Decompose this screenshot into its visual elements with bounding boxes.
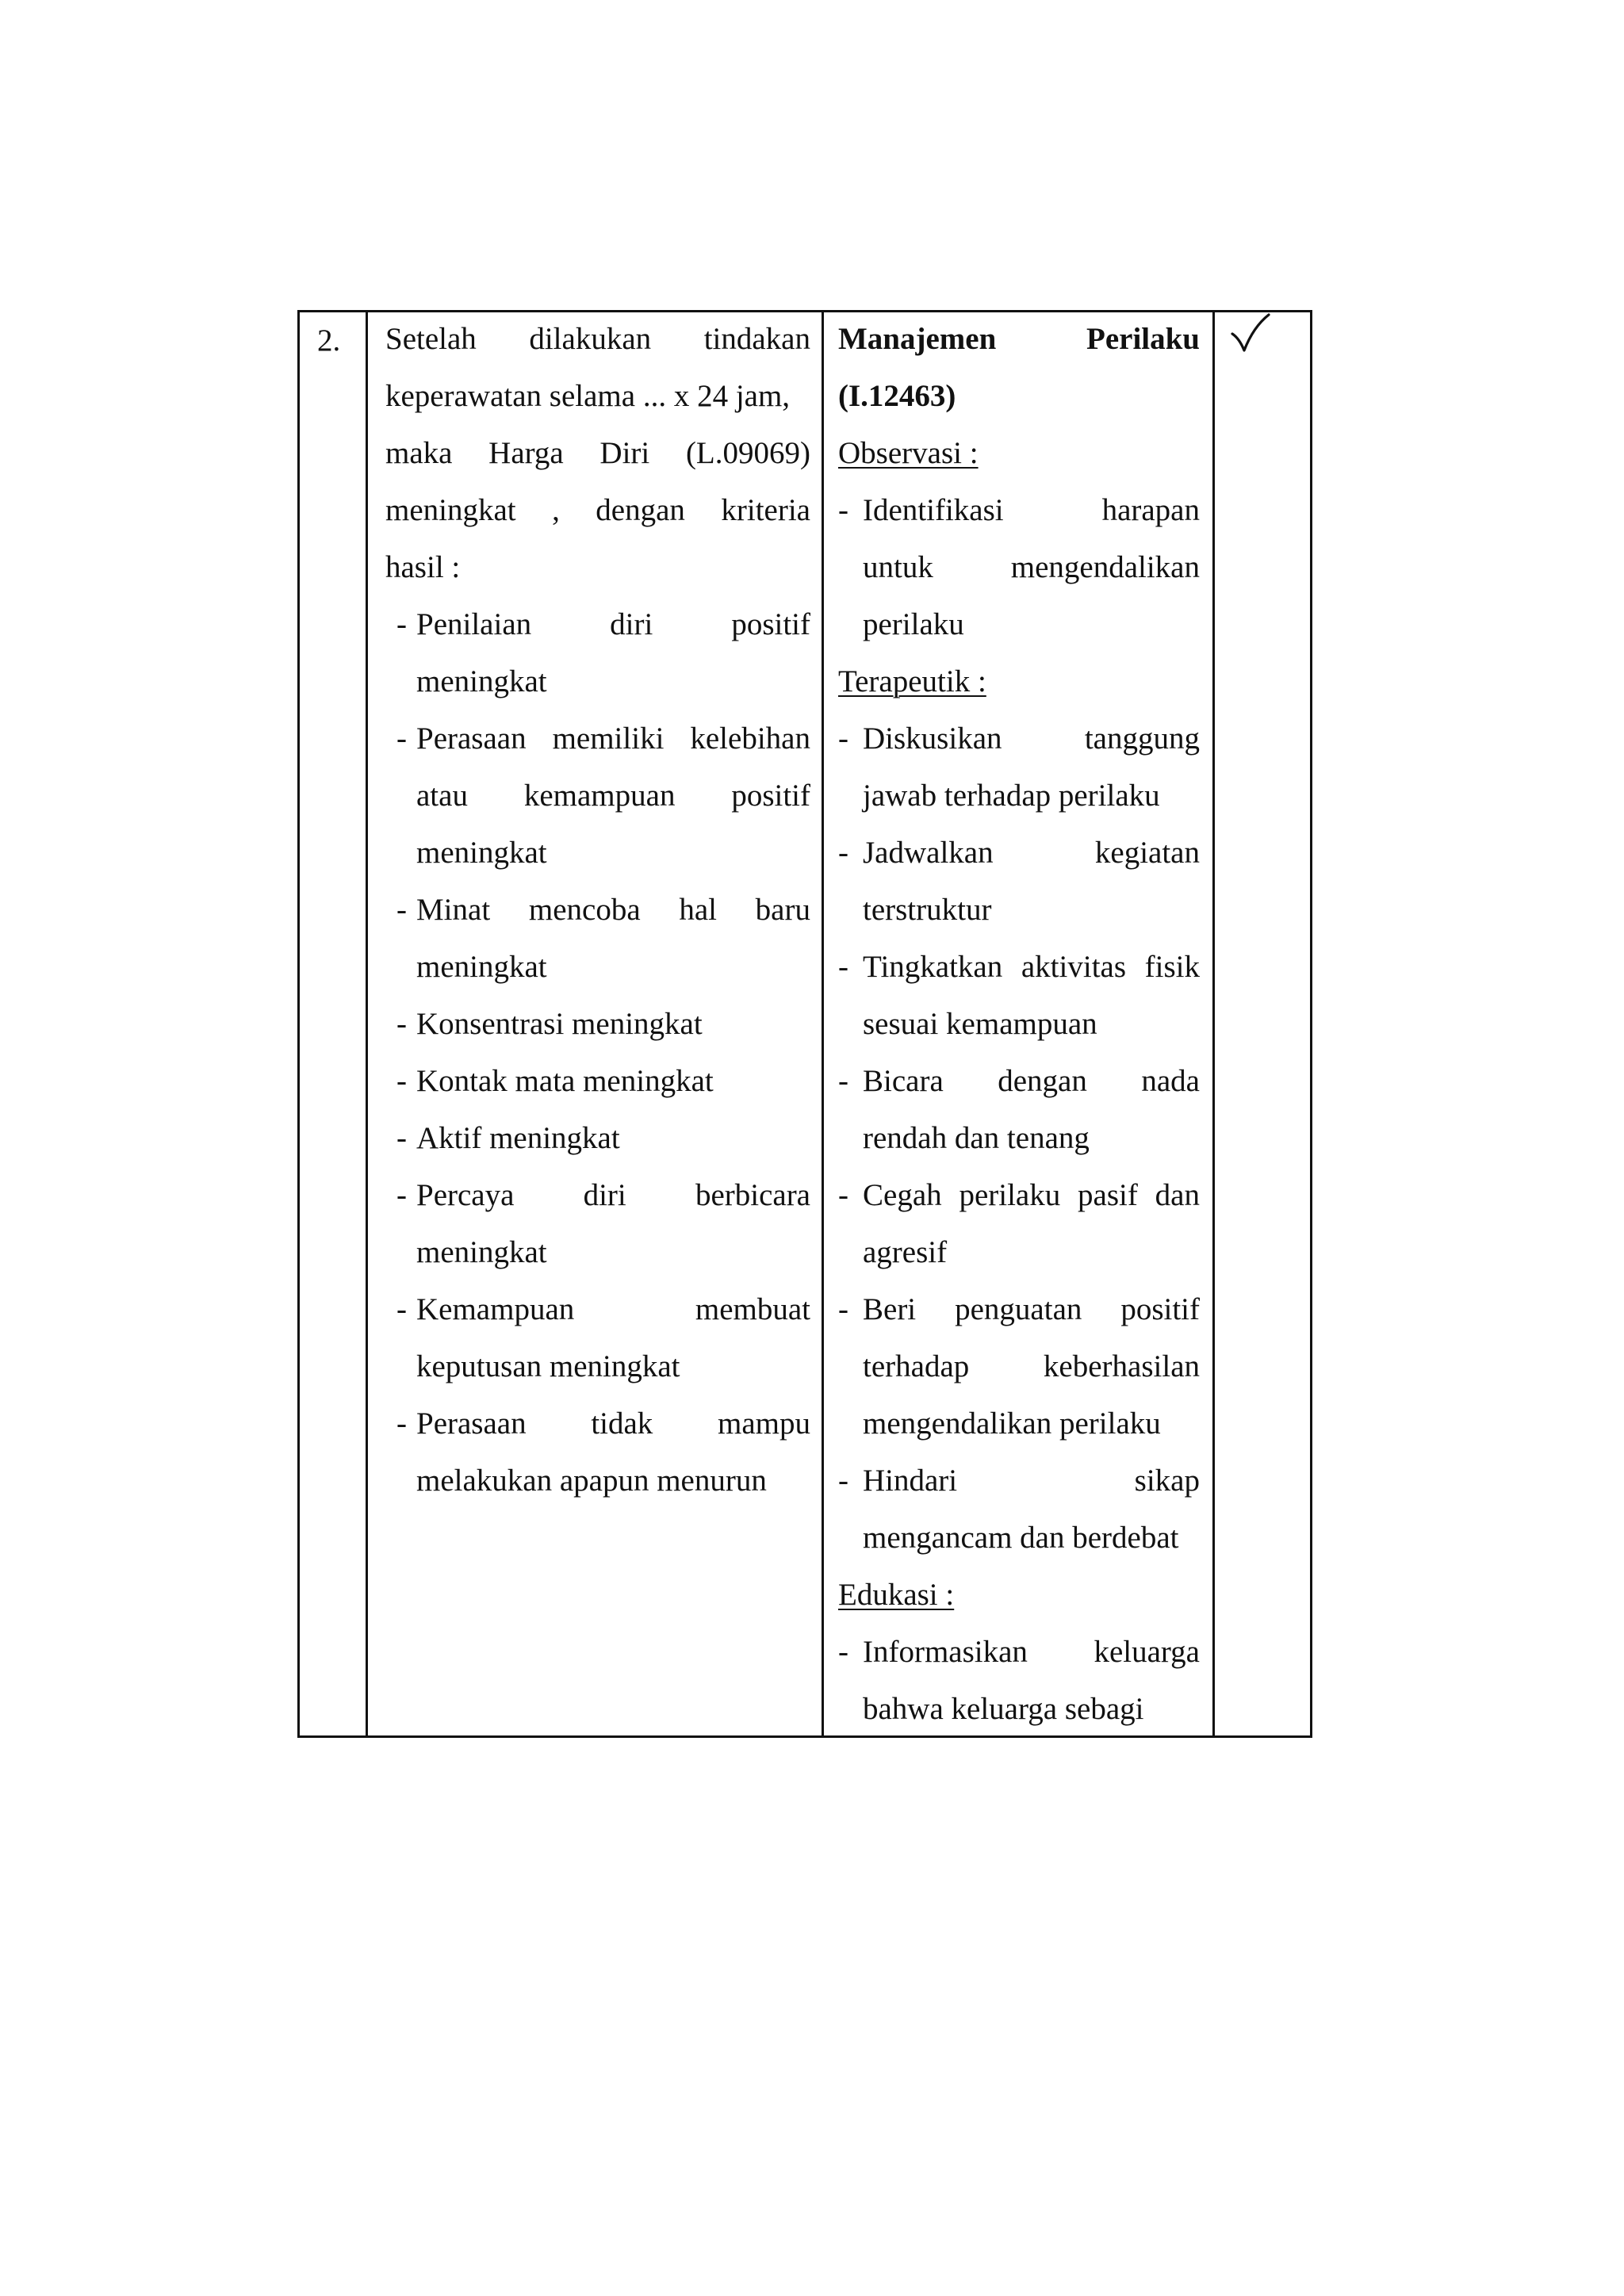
word: jawab terhadap perilaku bbox=[863, 779, 1160, 813]
word: - Diskusikan bbox=[863, 721, 1002, 756]
criteria-line bbox=[385, 596, 810, 653]
word: aktivitas bbox=[1021, 950, 1127, 984]
word: Konsentrasi meningkat bbox=[416, 1007, 703, 1041]
word: fisik bbox=[1144, 950, 1200, 984]
number-column bbox=[300, 312, 368, 1735]
word: harapan bbox=[1101, 493, 1200, 527]
word: kelebihan bbox=[690, 721, 810, 756]
word: melakukan apapun menurun bbox=[416, 1464, 767, 1498]
word: - Perasaan bbox=[416, 1406, 527, 1441]
word: Manajemen bbox=[838, 322, 997, 356]
goal-intro-line bbox=[385, 311, 810, 368]
intervention-item-line bbox=[838, 1224, 1200, 1281]
word: penguatan bbox=[955, 1292, 1082, 1326]
word: mampu bbox=[718, 1406, 810, 1441]
word: bahwa keluarga sebagi bbox=[863, 1692, 1144, 1726]
checkmark-icon bbox=[1229, 312, 1270, 354]
word: pasif bbox=[1078, 1178, 1138, 1212]
word: diri bbox=[583, 1178, 626, 1212]
word: tidak bbox=[591, 1406, 653, 1441]
word: perilaku bbox=[863, 607, 964, 641]
word: meningkat bbox=[416, 664, 547, 698]
word: dan bbox=[1155, 1178, 1200, 1212]
word: - Cegah bbox=[863, 1178, 942, 1212]
word: keberhasilan bbox=[1043, 1349, 1200, 1383]
word: maka bbox=[385, 436, 453, 470]
intervention-title-line bbox=[838, 368, 1200, 425]
word: nada bbox=[1141, 1064, 1200, 1098]
criteria-line bbox=[385, 1395, 810, 1452]
intervention-item-line bbox=[838, 1167, 1200, 1224]
word: sikap bbox=[1134, 1464, 1200, 1498]
word: keluarga bbox=[1094, 1635, 1200, 1669]
criteria-line bbox=[385, 1224, 810, 1281]
criteria-line bbox=[385, 939, 810, 996]
section-heading-text: Edukasi : bbox=[838, 1578, 955, 1612]
intervention-item-line bbox=[838, 1624, 1200, 1681]
word: membuat bbox=[695, 1292, 810, 1326]
intervention-item-line bbox=[838, 1110, 1200, 1167]
word: untuk bbox=[863, 550, 933, 584]
section-heading-text: Terapeutik : bbox=[838, 664, 986, 698]
intervention-item-line bbox=[838, 996, 1200, 1053]
word: - Informasikan bbox=[863, 1635, 1028, 1669]
word: - Bicara bbox=[863, 1064, 944, 1098]
intervention-text bbox=[838, 311, 1200, 1738]
intervention-item-line bbox=[838, 539, 1200, 596]
intervention-item-line bbox=[838, 482, 1200, 539]
word: kriteria bbox=[721, 493, 810, 527]
intervention-item-line bbox=[838, 825, 1200, 882]
word: rendah dan tenang bbox=[863, 1121, 1090, 1155]
word: positif bbox=[731, 779, 810, 813]
word: (I.12463) bbox=[838, 379, 956, 413]
word: mengendalikan bbox=[1010, 550, 1200, 584]
word: Harga bbox=[488, 436, 564, 470]
word: atau bbox=[416, 779, 468, 813]
criteria-line bbox=[385, 767, 810, 825]
word: sesuai kemampuan bbox=[863, 1007, 1097, 1041]
word: - Minat bbox=[416, 893, 491, 927]
word: dengan bbox=[596, 493, 685, 527]
word: meningkat bbox=[416, 1235, 547, 1269]
word: meningkat bbox=[416, 950, 547, 984]
criteria-line bbox=[385, 710, 810, 767]
word: diri bbox=[610, 607, 653, 641]
check-column bbox=[1215, 312, 1310, 1735]
criteria-line bbox=[385, 882, 810, 939]
intervention-item-line bbox=[838, 1281, 1200, 1338]
goal-intro-line bbox=[385, 368, 810, 425]
word: - Percaya bbox=[416, 1178, 515, 1212]
word: baru bbox=[755, 893, 810, 927]
word: perilaku bbox=[959, 1178, 1061, 1212]
word: mengancam dan berdebat bbox=[863, 1521, 1179, 1555]
word: kegiatan bbox=[1094, 836, 1200, 870]
word: kemampuan bbox=[523, 779, 676, 813]
criteria-line bbox=[385, 1053, 810, 1110]
word: Diri bbox=[599, 436, 650, 470]
word: - Perasaan bbox=[416, 721, 527, 756]
word: meningkat bbox=[416, 836, 547, 870]
criteria-line bbox=[385, 653, 810, 710]
intervention-title-line bbox=[838, 311, 1200, 368]
goal-intro-line bbox=[385, 425, 810, 482]
goal-intro-line bbox=[385, 482, 810, 539]
section-heading bbox=[838, 425, 1200, 482]
word: dengan bbox=[998, 1064, 1087, 1098]
criteria-line bbox=[385, 996, 810, 1053]
criteria-line bbox=[385, 1167, 810, 1224]
word: berbicara bbox=[695, 1178, 810, 1212]
word: tindakan bbox=[703, 322, 810, 356]
word: mengendalikan perilaku bbox=[863, 1406, 1161, 1441]
word: Aktif meningkat bbox=[416, 1121, 620, 1155]
intervention-item-line bbox=[838, 1452, 1200, 1510]
section-heading-text: Observasi : bbox=[838, 436, 979, 470]
intervention-item-line bbox=[838, 1681, 1200, 1738]
goal-column bbox=[368, 312, 824, 1735]
word: , bbox=[552, 493, 560, 527]
word: positif bbox=[731, 607, 810, 641]
word: - Kemampuan bbox=[416, 1292, 575, 1326]
section-heading bbox=[838, 1567, 1200, 1624]
word: Perilaku bbox=[1086, 322, 1200, 356]
intervention-item-line bbox=[838, 1395, 1200, 1452]
word: - Hindari bbox=[863, 1464, 958, 1498]
criteria-line bbox=[385, 1338, 810, 1395]
intervention-item-line bbox=[838, 1338, 1200, 1395]
intervention-item-line bbox=[838, 767, 1200, 825]
intervention-item-line bbox=[838, 1053, 1200, 1110]
word: tanggung bbox=[1084, 721, 1200, 756]
word: (L.09069) bbox=[685, 436, 810, 470]
word: dilakukan bbox=[529, 322, 652, 356]
intervention-item-line bbox=[838, 882, 1200, 939]
word: hasil : bbox=[385, 550, 461, 584]
word: - Jadwalkan bbox=[863, 836, 994, 870]
criteria-line bbox=[385, 1110, 810, 1167]
word: positif bbox=[1120, 1292, 1200, 1326]
word: mencoba bbox=[528, 893, 641, 927]
word: keputusan meningkat bbox=[416, 1349, 680, 1383]
word: Kontak mata meningkat bbox=[416, 1064, 714, 1098]
word: hal bbox=[679, 893, 717, 927]
word: memiliki bbox=[552, 721, 665, 756]
intervention-item-line bbox=[838, 1510, 1200, 1567]
goal-text bbox=[385, 311, 810, 1510]
criteria-line bbox=[385, 1281, 810, 1338]
section-heading bbox=[838, 653, 1200, 710]
intervention-item-line bbox=[838, 939, 1200, 996]
row-number: 2. bbox=[317, 323, 341, 358]
word: agresif bbox=[863, 1235, 948, 1269]
word: - Beri bbox=[863, 1292, 917, 1326]
word: keperawatan selama ... x 24 jam, bbox=[385, 379, 791, 413]
word: - Identifikasi bbox=[863, 493, 1004, 527]
word: - Tingkatkan bbox=[863, 950, 1003, 984]
word: terstruktur bbox=[863, 893, 992, 927]
criteria-line bbox=[385, 1452, 810, 1510]
goal-intro-line bbox=[385, 539, 810, 596]
intervention-item-line bbox=[838, 596, 1200, 653]
word: - Penilaian bbox=[416, 607, 532, 641]
word: meningkat bbox=[385, 493, 516, 527]
word: Setelah bbox=[385, 322, 477, 356]
intervention-column bbox=[824, 312, 1215, 1735]
word: terhadap bbox=[863, 1349, 970, 1383]
intervention-item-line bbox=[838, 710, 1200, 767]
intervention-table bbox=[297, 310, 1312, 1738]
criteria-line bbox=[385, 825, 810, 882]
